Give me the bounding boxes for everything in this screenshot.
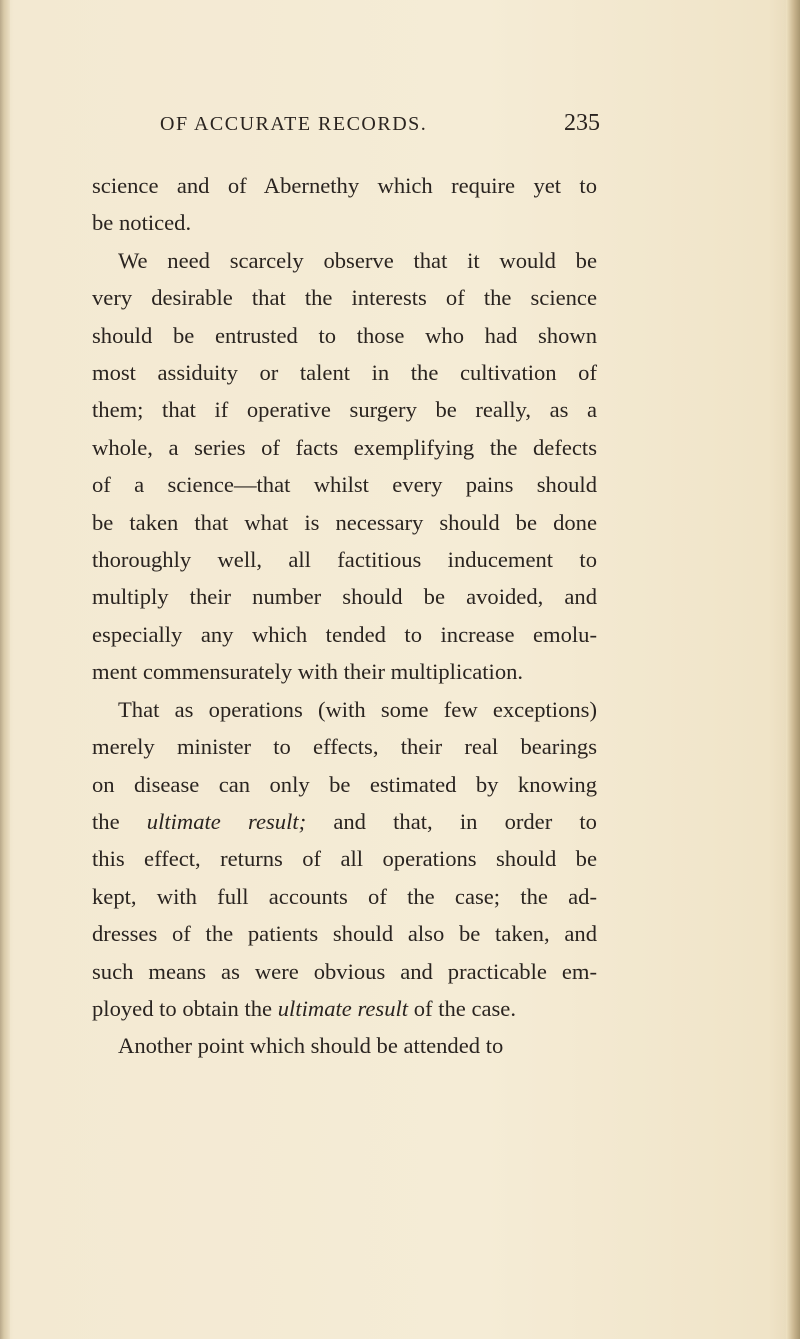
text-line: this effect, returns of all operations should be (92, 846, 597, 872)
italic-emphasis: ultimate result; (146, 808, 307, 834)
paragraph-start-line: We need scarcely observe that it would be (118, 247, 597, 273)
text-line (92, 803, 597, 840)
text-line: of a science—that whilst every pains should (92, 472, 597, 498)
text-line: merely minister to effects, their real bearings (92, 734, 597, 760)
text-line: such means as were obvious and practicable em- (92, 958, 597, 984)
text-line: on disease can only be estimated by knowing (92, 771, 597, 797)
text-line: especially any which tended to increase emolu- (92, 621, 597, 647)
italic-emphasis: ultimate result (277, 995, 409, 1021)
text-line: most assiduity or talent in the cultivation of (92, 360, 597, 386)
text-line: them; that if operative surgery be really, as a (92, 397, 597, 423)
page-header (160, 110, 600, 137)
text-run: the (92, 808, 147, 834)
body-text (92, 167, 597, 1065)
text-line: be taken that what is necessary should be done (92, 509, 597, 535)
text-line: very desirable that the interests of the science (92, 285, 597, 311)
running-head: OF ACCURATE RECORDS. (160, 113, 428, 135)
text-line: dresses of the patients should also be taken, and (92, 921, 597, 947)
text-line: ment commensurately with their multiplication. (92, 659, 524, 685)
text-line (92, 990, 597, 1027)
page-gutter-shadow (0, 0, 10, 1339)
text-line: multiply their number should be avoided, and (92, 584, 597, 610)
text-line: whole, a series of facts exemplifying the defects (92, 434, 597, 460)
text-run: ployed to obtain the (92, 995, 278, 1021)
text-run: and that, in order to (306, 808, 597, 834)
text-line: kept, with full accounts of the case; the ad- (92, 883, 597, 909)
paragraph-start-line: Another point which should be attended to (118, 1033, 504, 1059)
text-run: of the case. (408, 995, 516, 1021)
text-line: science and of Abernethy which require yet to (92, 173, 597, 198)
text-line: should be entrusted to those who had shown (92, 322, 597, 348)
text-line: be noticed. (92, 210, 192, 236)
page-number: 235 (564, 110, 600, 136)
paragraph-start-line: That as operations (with some few exceptions) (118, 696, 597, 722)
text-line: thoroughly well, all factitious inducement to (92, 547, 597, 573)
page-edge-shadow (786, 0, 800, 1339)
